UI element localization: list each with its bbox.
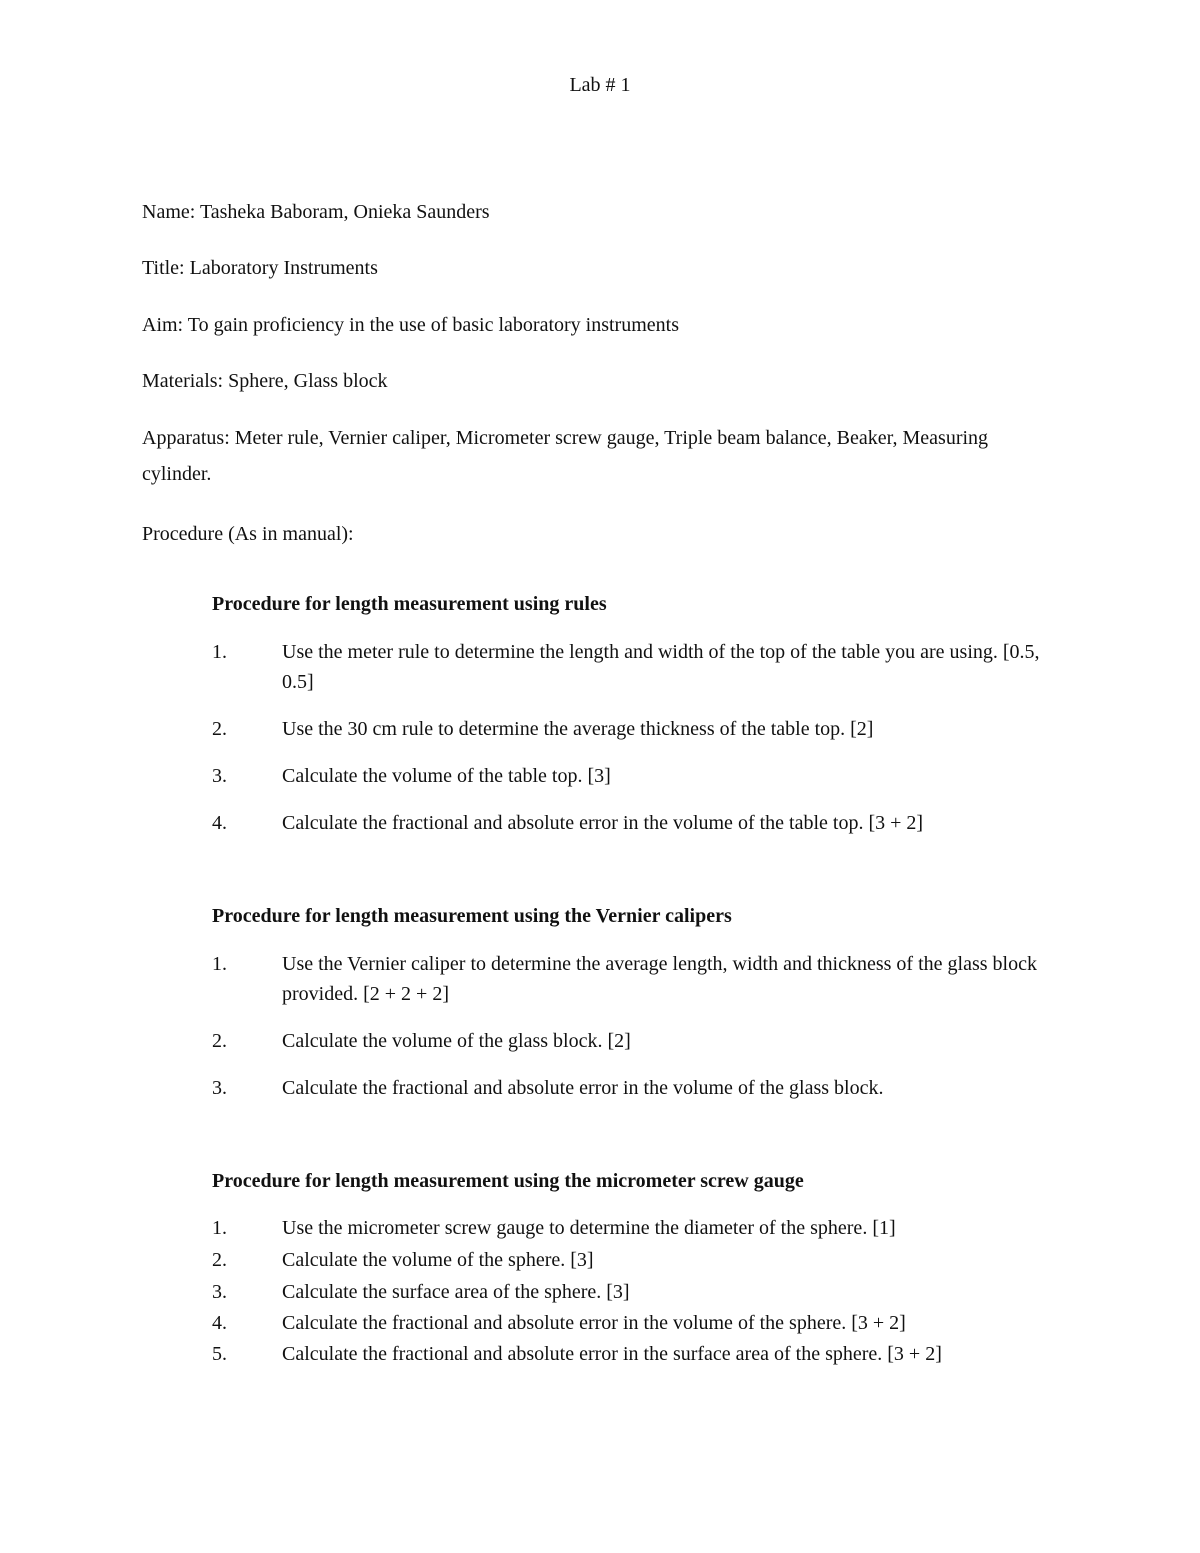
list-item-number: 1. [212,641,227,663]
list-item-number: 5. [212,1343,227,1365]
list-item-number: 2. [212,718,227,740]
list-item-number: 2. [212,1249,227,1271]
apparatus-field: Apparatus: Meter rule, Vernier caliper, Micrometer screw gauge, Triple beam balance, Beaker, Measuring cylinder. [142,427,989,485]
list-item [212,1308,1042,1338]
list-item-text: Calculate the fractional and absolute error in the volume of the glass block. [282,1077,884,1099]
list-item-number: 3. [212,1281,227,1303]
section-title-vernier: Procedure for length measurement using the Vernier calipers [212,905,732,927]
list-item [212,637,1042,697]
list-item-number: 1. [212,1217,227,1239]
list-item [212,1339,1042,1369]
list-item-text: Use the meter rule to determine the length and width of the top of the table you are using. [0.5, 0.5] [282,641,1040,693]
list-item-number: 2. [212,1030,227,1052]
materials-field: Materials: Sphere, Glass block [142,370,388,392]
list-item [212,949,1042,1009]
list-item-text: Calculate the fractional and absolute error in the volume of the table top. [3 + 2] [282,812,924,834]
list-item [212,1277,1042,1307]
list-item [212,714,1042,744]
title-field: Title: Laboratory Instruments [142,257,378,279]
name-field: Name: Tasheka Baboram, Onieka Saunders [142,201,490,223]
list-item-text: Calculate the fractional and absolute error in the surface area of the sphere. [3 + 2] [282,1343,942,1365]
list-item-number: 3. [212,765,227,787]
list-item-number: 4. [212,1312,227,1334]
list-item-number: 3. [212,1077,227,1099]
page-header: Lab # 1 [569,74,631,96]
list-item-text: Calculate the surface area of the sphere. [3] [282,1281,630,1303]
list-item-text: Use the Vernier caliper to determine the average length, width and thickness of the glass block provided. [2 + 2 + 2] [282,953,1037,1005]
procedure-intro: Procedure (As in manual): [142,523,354,545]
list-item-text: Calculate the volume of the glass block. [2] [282,1030,631,1052]
aim-field: Aim: To gain proficiency in the use of basic laboratory instruments [142,314,679,336]
list-item-text: Calculate the volume of the sphere. [3] [282,1249,594,1271]
list-item-number: 4. [212,812,227,834]
list-item-number: 1. [212,953,227,975]
list-item-text: Calculate the volume of the table top. [3] [282,765,611,787]
list-item [212,1026,1042,1056]
list-item [212,808,1042,838]
list-item [212,1073,1042,1103]
section-title-rules: Procedure for length measurement using rules [212,593,607,615]
list-item-text: Use the 30 cm rule to determine the average thickness of the table top. [2] [282,718,874,740]
list-item [212,1213,1042,1243]
list-item-text: Calculate the fractional and absolute error in the volume of the sphere. [3 + 2] [282,1312,906,1334]
section-title-micrometer: Procedure for length measurement using the micrometer screw gauge [212,1170,804,1192]
list-item [212,761,1042,791]
list-item [212,1245,1042,1275]
list-item-text: Use the micrometer screw gauge to determine the diameter of the sphere. [1] [282,1217,896,1239]
